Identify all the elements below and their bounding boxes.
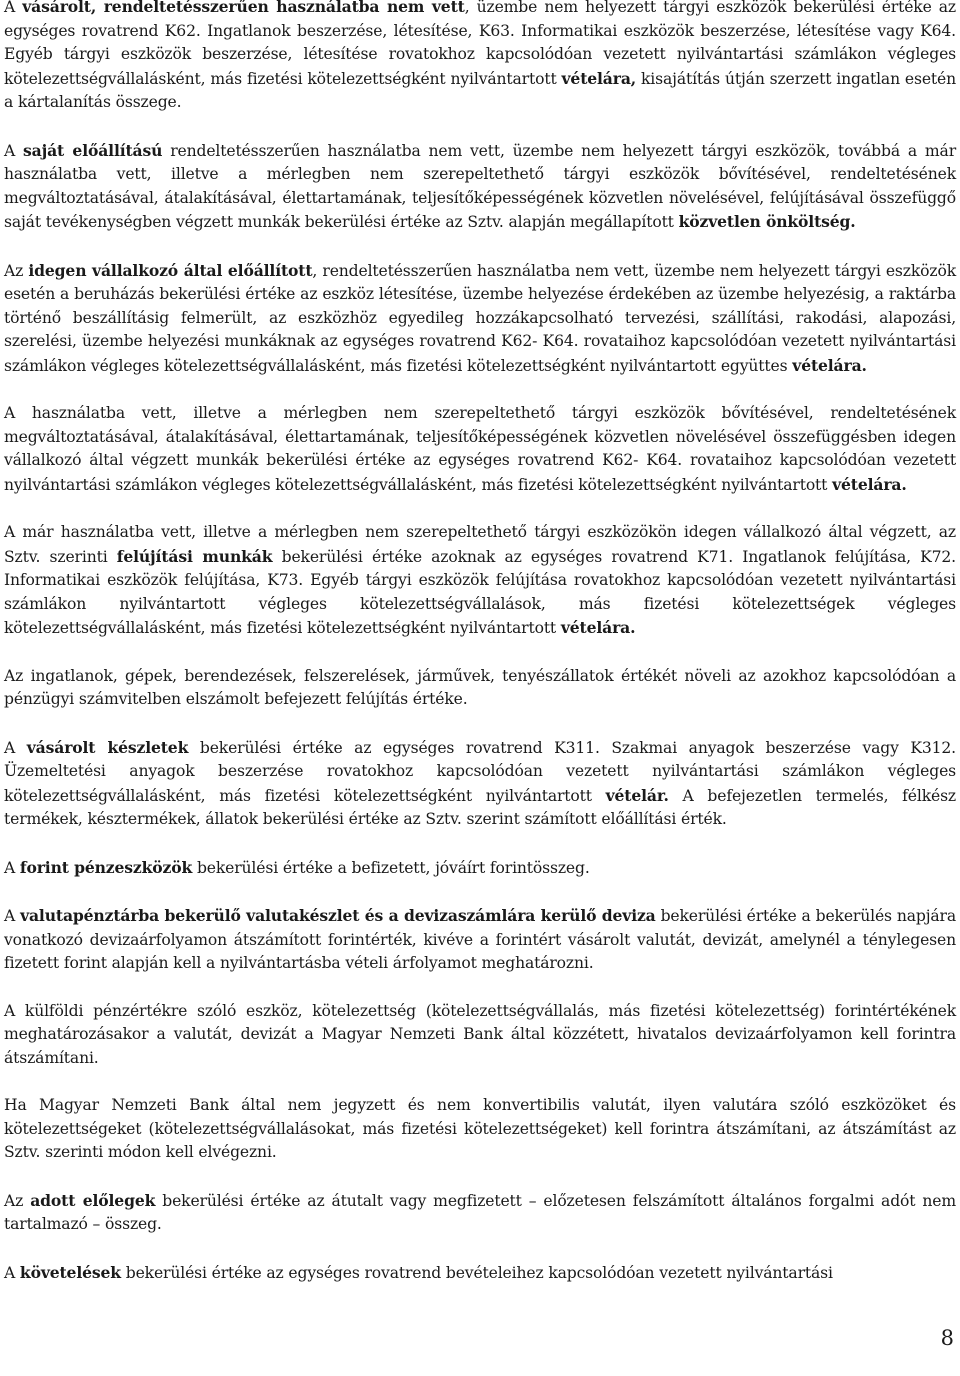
paragraph: [4, 0, 956, 115]
page-number: 8: [940, 1326, 954, 1350]
paragraph: [4, 259, 956, 379]
bold-text-run: idegen vállalkozó által előállított: [28, 260, 313, 280]
text-run: A befejezetlen termelés, félkész termékek, késztermékek, állatok bekerülési értéke az Sztv. szerint számított előállítási érték.: [4, 786, 956, 828]
text-run: bekerülési értéke az egységes rovatrend bevételeihez kapcsolódóan vezetett nyilvántartási: [120, 1263, 833, 1282]
paragraph: [4, 402, 956, 497]
bold-text-run: vételár.: [605, 785, 669, 805]
document-body: [4, 0, 956, 1285]
text-run: Az: [4, 261, 29, 280]
text-run: A: [4, 0, 23, 16]
paragraph: [4, 736, 956, 832]
bold-text-run: közvetlen önköltség.: [678, 212, 856, 231]
text-run: A használatba vett, illetve a mérlegben nem szerepeltethető tárgyi eszközök bővítésével, rendeltetésének megváltoztatásával, átalakításával, élettartamának, teljesítőképességének közvetlen növelésével összefüggésben idegen vállalkozó által végzett munkák bekerülési értéke az egységes rovatrend K62- K64. rovataihoz kapcsolódóan vezetett nyilvántartási számlákon végleges kötelezettségvállalásként, más fizetési kötelezettségként nyilvántartott: [4, 404, 956, 494]
text-run: A már használatba vett, illetve a mérlegben nem szerepeltethető tárgyi eszközökön idegen vállalkozó által végzett, az Sztv. szerinti: [4, 523, 956, 566]
bold-text-run: követelések: [19, 1262, 121, 1282]
bold-text-run: vásárolt, rendeltetésszerűen használatba nem vett: [22, 0, 465, 16]
bold-text-run: vételára.: [560, 618, 636, 637]
paragraph: [4, 521, 956, 641]
text-run: A: [4, 141, 23, 160]
text-run: bekerülési értéke az egységes rovatrend K311. Szakmai anyagok beszerzése vagy K312. Üzemeltetési anyagok beszerzése rovatokhoz kapcsolódóan vezetett nyilvántartási számlákon végleges kötelezettségvállalásként, más fizetési kötelezettségként nyilvántartott: [4, 738, 956, 805]
bold-text-run: saját előállítású: [23, 140, 163, 160]
paragraph: [4, 1094, 956, 1165]
text-run: bekerülési értéke a bekerülés napjára vonatkozó devizaárfolyamon átszámított forintérték, kivéve a forintért vásárolt valutát, devizát, amelynél a ténylegesen fizetett forint alapján kell a nyilvántartásba vételi árfolyamot meghatározni.: [4, 907, 956, 972]
text-run: A: [4, 907, 21, 925]
paragraph: [4, 1189, 956, 1237]
text-run: bekerülési értéke a befizetett, jóváírt forintösszeg.: [192, 858, 590, 877]
bold-text-run: felújítási munkák: [116, 546, 273, 566]
paragraph: [4, 1261, 956, 1286]
bold-text-run: vételára,: [561, 68, 637, 88]
text-run: A külföldi pénzértékre szóló eszköz, kötelezettség (kötelezettségvállalás, más fizetési kötelezettség) forintértékének meghatározásakor a valutát, devizát a Magyar Nemzeti Bank által közzétett, hivatalos devizaárfolyamon kell forintra átszámítani.: [4, 1001, 956, 1067]
bold-text-run: forint pénzeszközök: [19, 857, 193, 877]
paragraph: [4, 139, 956, 235]
bold-text-run: vételára.: [832, 474, 907, 494]
paragraph: [4, 665, 956, 712]
text-run: A: [4, 858, 20, 877]
bold-text-run: adott előlegek: [30, 1190, 156, 1210]
paragraph: [4, 904, 956, 976]
bold-text-run: valutapénztárba bekerülő valutakészlet és a devizaszámlára kerülő deviza: [20, 906, 656, 925]
text-run: Ha Magyar Nemzeti Bank által nem jegyzett és nem konvertibilis valutát, ilyen valutára szóló eszközöket és kötelezettségeket (kötelezettségvállalásokat, más fizetési kötelezettségeket) kell forintra átszámítani, az átszámítást az Sztv. szerinti módon kell elvégezni.: [4, 1096, 956, 1161]
text-run: rendeltetésszerűen használatba nem vett, üzembe nem helyezett tárgyi eszközök, továbbá a már használatba vett, illetve a mérlegben nem szerepeltethető tárgyi eszközök bővítésével, rendeltetésének megváltoztatásával, átalakításával, élettartamának, teljesítőképességének közvetlen növelésével, felújításával összefüggő saját tevékenységben végzett munkák bekerülési értéke az Sztv. alapján megállapított: [4, 141, 956, 231]
text-run: A: [4, 738, 27, 757]
text-run: kisajátítás útján szerzett ingatlan esetén a kártalanítás összege.: [4, 69, 956, 111]
text-run: Az: [4, 1191, 31, 1210]
text-run: bekerülési értéke az átutalt vagy megfizetett – előzetesen felszámított általános forgalmi adót nem tartalmazó – összeg.: [4, 1191, 957, 1233]
text-run: bekerülési értéke azoknak az egységes rovatrend K71. Ingatlanok felújítása, K72. Informatikai eszközök felújítása, K73. Egyéb tárgyi eszközök felújítása rovatokhoz kapcsolódóan vezetett nyilvántartási számlákon nyilvántartott végleges kötelezettségvállalások, más fizetési kötelezettségek végleges kötelezettségvállalásként, más fizetési kötelezettségként nyilvántartott: [4, 547, 956, 637]
paragraph: [4, 1000, 956, 1071]
text-run: , rendeltetésszerűen használatba nem vett, üzembe nem helyezett tárgyi eszközök esetén a beruházás bekerülési értéke az eszköz létesítése, üzembe helyezése érdekében az üzembe helyezésig, a raktárba történő beszállításig felmerült, az eszközhöz egyedileg hozzákapcsolható tervezési, szállítási, rakodási, alapozási, szerelési, üzembe helyezési munkáknak az egységes rovatrend K62- K64. rovataihoz kapcsolódóan vezetett nyilvántartási számlákon végleges kötelezettségvállalásként, más fizetési kötelezettségként nyilvántartott együttes: [4, 261, 956, 375]
text-run: , üzembe nem helyezett tárgyi eszközök bekerülési értéke az egységes rovatrend K62. Ingatlanok beszerzése, létesítése, K63. Informatikai eszközök beszerzése, létesítése vagy K64. Egyéb tárgyi eszközök beszerzése, létesítése rovatokhoz kapcsolódóan vezetett nyilvántartási számlákon végleges kötelezettségvállalásként, más fizetési kötelezettségként nyilvántartott: [4, 0, 957, 88]
bold-text-run: vásárolt készletek: [26, 737, 189, 757]
text-run: Az ingatlanok, gépek, berendezések, felszerelések, járművek, tenyészállatok értékét növeli az azokhoz kapcsolódóan a pénzügyi számvitelben elszámolt befejezett felújítás értéke.: [4, 666, 956, 708]
text-run: A: [4, 1263, 20, 1282]
bold-text-run: vételára.: [792, 355, 867, 375]
paragraph: [4, 856, 956, 881]
